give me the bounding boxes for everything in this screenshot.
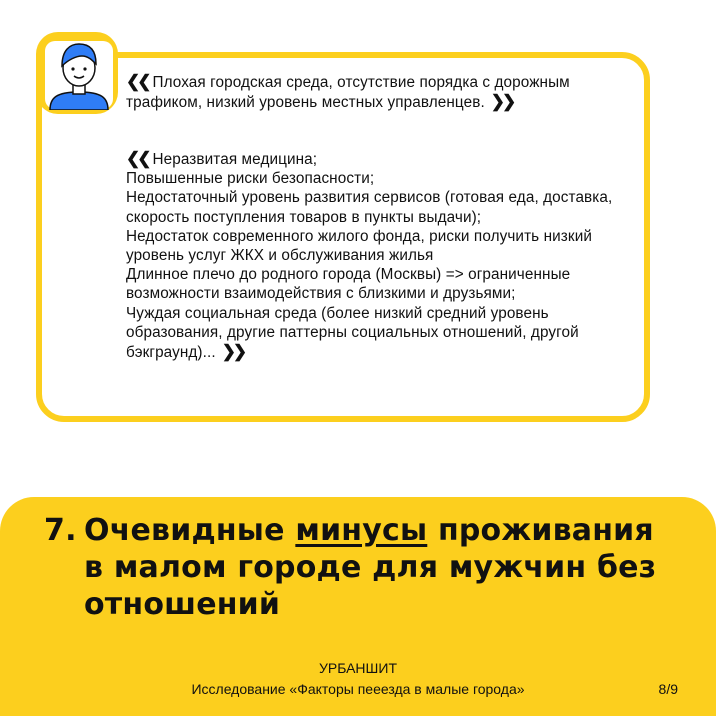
list-item: Повышенные риски безопасности; <box>126 170 375 188</box>
list-item: Недостаток современного жилого фонда, риски получить низкий уровень услуг ЖКХ и обслуживания жилья <box>126 227 592 265</box>
title-line-3: отношений <box>84 587 281 622</box>
brand-name: УРБАНШИТ <box>318 660 397 676</box>
close-quote-icon: ❯❯ <box>490 92 514 112</box>
title-line-2: в малом городе для мужчин без <box>84 550 657 585</box>
list-item: Неразвитая медицина; <box>152 151 318 168</box>
list-item: Недостаточный уровень развития сервисов (готовая еда, доставка, скорость поступления товаров в пункты выдачи); <box>126 189 613 226</box>
close-quote-icon: ❯❯ <box>221 342 245 362</box>
page-title <box>44 512 704 623</box>
list-item: Длинное плечо до родного города (Москвы) => ограниченные возможности взаимодействия с близкими и друзьями; <box>126 266 571 303</box>
page-indicator: 8/9 <box>658 681 678 697</box>
title-part-2: проживания <box>437 513 654 548</box>
list-item: Чуждая социальная среда (более низкий средний уровень образования, другие паттерны социальных отношений, другой бэкграунд)... <box>126 304 579 362</box>
quote-block-city <box>126 72 646 112</box>
slide-number: 7. <box>44 513 77 548</box>
study-caption: Исследование «Факторы пееезда в малые города» <box>191 681 525 697</box>
user-avatar-icon <box>48 38 110 110</box>
title-part-1: Очевидные <box>84 513 285 548</box>
quote-block-minuses <box>126 149 646 362</box>
open-quote-icon: ❮❮ <box>126 72 149 91</box>
title-underlined-word: минусы <box>295 513 428 548</box>
quote-text: Плохая городская среда, отсутствие порядка с дорожным трафиком, низкий уровень местных управленцев. <box>126 74 570 112</box>
open-quote-icon: ❮❮ <box>126 149 149 168</box>
